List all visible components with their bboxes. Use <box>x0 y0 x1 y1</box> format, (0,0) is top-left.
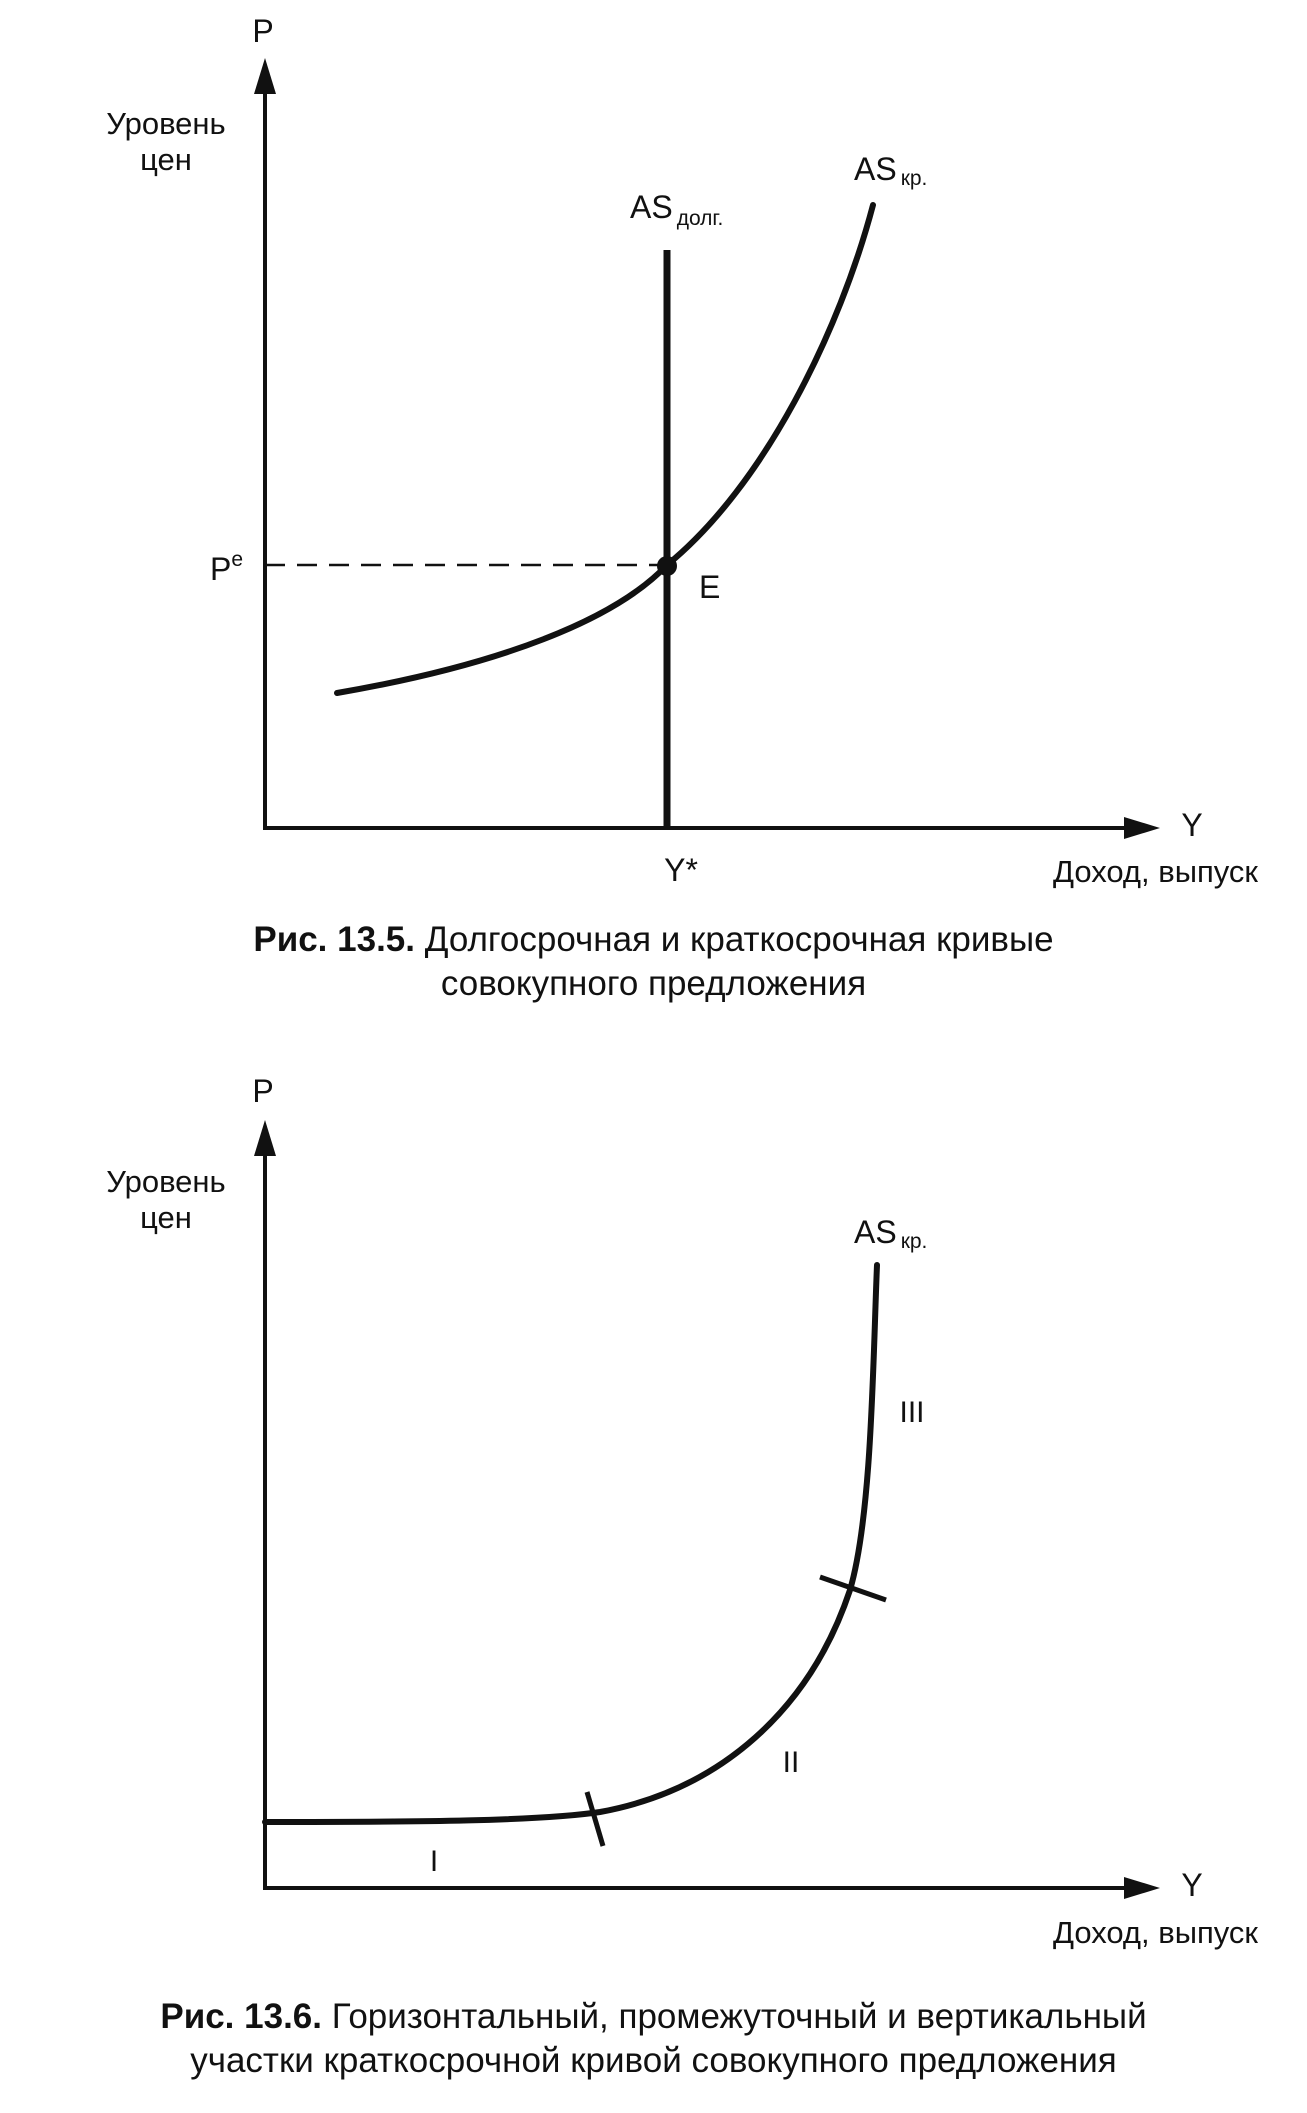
figure-13-6-diagram <box>0 1060 1307 1980</box>
short-run-as-curve <box>265 1265 877 1822</box>
segment-label-1: I <box>429 1845 439 1878</box>
y-axis-arrow <box>254 58 276 94</box>
x-axis-letter: Y <box>1181 807 1203 843</box>
long-run-as-label-sub: долг. <box>676 207 724 230</box>
y-axis-title-line1: Уровень <box>106 106 226 141</box>
y-axis-letter: P <box>252 13 274 49</box>
figure-13-5-caption-number: Рис. 13.5. <box>253 920 415 959</box>
x-axis-arrow <box>1124 1877 1160 1899</box>
short-run-as-label-base: AS <box>854 151 897 187</box>
y-axis-title-line2: цен <box>140 1200 192 1235</box>
output-label: Y* <box>664 852 698 888</box>
boundary-tick-1-2 <box>587 1792 603 1846</box>
x-axis-letter: Y <box>1181 1867 1203 1903</box>
figure-13-5-caption-text1: Долгосрочная и краткосрочная кривые <box>424 920 1054 959</box>
long-run-as-label-base: AS <box>630 189 673 225</box>
y-axis-letter: P <box>252 1073 274 1109</box>
short-run-as-curve <box>337 205 873 693</box>
figure-13-6 <box>0 1060 1307 2113</box>
figure-13-5-caption-line2: совокупного предложения <box>440 964 867 1003</box>
figure-13-5-diagram <box>0 0 1307 900</box>
equilibrium-label: E <box>699 569 721 605</box>
segment-label-2: II <box>782 1746 800 1779</box>
price-label-superscript: e <box>231 548 244 571</box>
short-run-as-label <box>854 1214 927 1253</box>
figure-13-6-caption-line2: участки краткосрочной кривой совокупного предложения <box>190 2041 1117 2080</box>
short-run-as-label <box>854 151 927 190</box>
figure-13-6-caption-number: Рис. 13.6. <box>160 1997 322 2036</box>
figure-13-6-caption-text1: Горизонтальный, промежуточный и вертикальный <box>331 1997 1147 2036</box>
short-run-as-label-sub: кр. <box>900 1230 928 1253</box>
segment-label-3: III <box>899 1396 925 1429</box>
figure-13-6-caption <box>0 1995 1307 2083</box>
price-label <box>210 548 243 587</box>
long-run-as-label <box>630 189 723 230</box>
y-axis-title-line1: Уровень <box>106 1164 226 1199</box>
figure-13-5 <box>0 0 1307 1020</box>
y-axis-title-line2: цен <box>140 142 192 177</box>
x-axis-title: Доход, выпуск <box>1052 854 1258 889</box>
figure-13-6-caption-line1 <box>0 1995 1307 2039</box>
price-label-base: P <box>210 551 232 587</box>
figure-13-5-caption-line1 <box>0 918 1307 962</box>
equilibrium-point <box>657 556 677 576</box>
figure-13-5-caption <box>0 918 1307 1006</box>
short-run-as-label-base: AS <box>854 1214 897 1250</box>
short-run-as-label-sub: кр. <box>900 167 928 190</box>
x-axis-title: Доход, выпуск <box>1052 1915 1258 1950</box>
y-axis-arrow <box>254 1120 276 1156</box>
x-axis-arrow <box>1124 817 1160 839</box>
